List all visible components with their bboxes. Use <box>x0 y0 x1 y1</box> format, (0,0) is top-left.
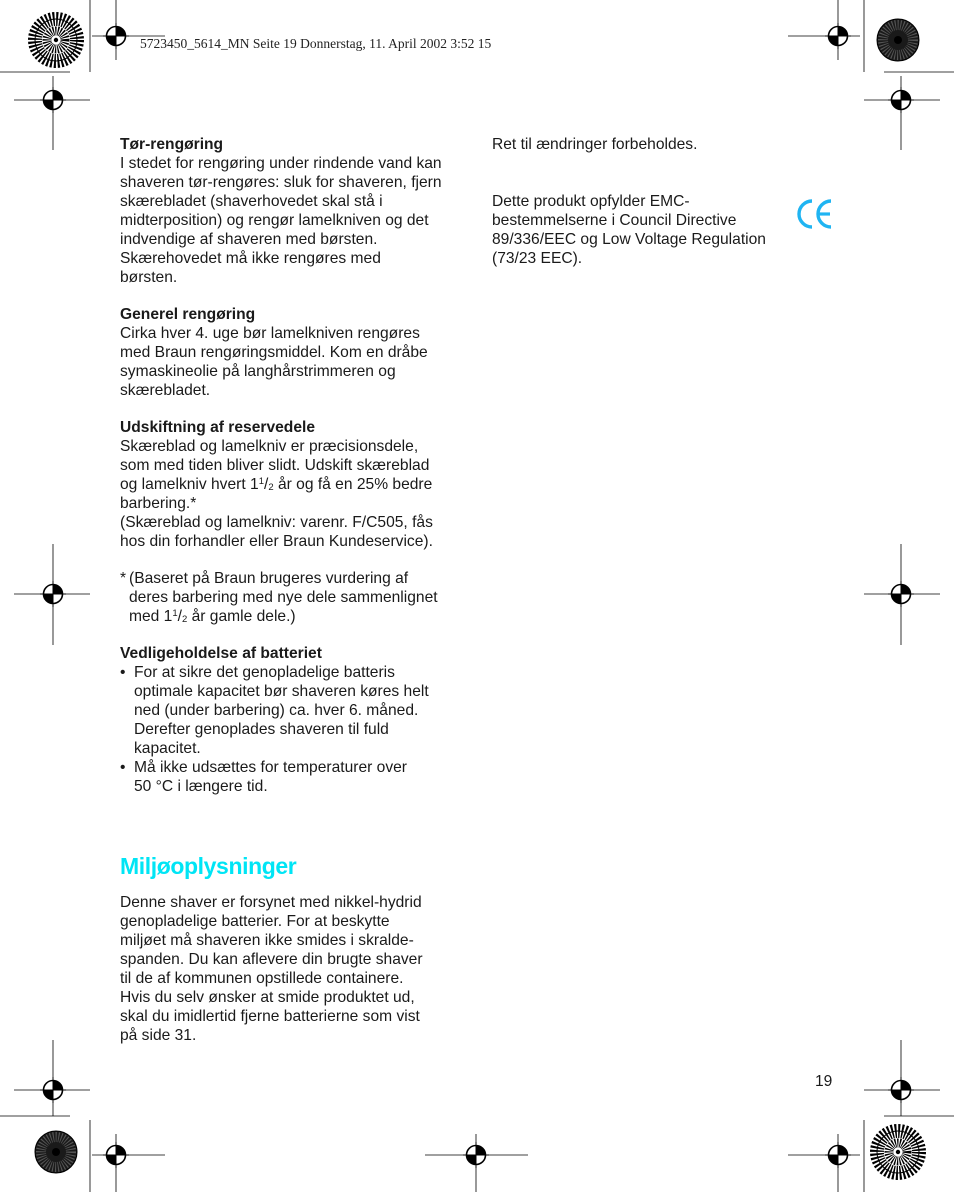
environment-line: genopladelige batterier. For at beskytte <box>120 913 390 930</box>
dry-cleaning-line: I stedet for rengøring under rindende vand kan <box>120 155 442 172</box>
dry-cleaning-line: børsten. <box>120 269 178 286</box>
parts-line-fraction <box>120 475 465 494</box>
compliance-line: 89/336/EEC og Low Voltage Regulation <box>492 231 766 248</box>
bullet-line: Derefter genoplades shaveren til fuld <box>134 721 389 738</box>
general-cleaning-heading: Generel rengøring <box>120 306 256 323</box>
environment-line: miljøet må shaveren ikke smides i skralde- <box>120 932 414 949</box>
general-cleaning-section <box>120 305 465 400</box>
dry-cleaning-line: skærebladet (shaverhovedet skal stå i <box>120 193 383 210</box>
footnote-line-fraction <box>129 607 438 626</box>
footnote <box>120 569 465 626</box>
battery-bullet-list <box>120 663 465 796</box>
bullet-dot: • <box>120 664 126 681</box>
environment-line: Hvis du selv ønsker at smide produktet ud, <box>120 989 415 1006</box>
bullet-text <box>134 758 407 796</box>
left-column <box>120 135 465 1045</box>
fraction-one-half: $^1/_2$ <box>172 608 188 625</box>
footnote-line: deres barbering med nye dele sammenlignet <box>129 589 438 606</box>
bullet-text <box>134 663 429 758</box>
parts-text: og lamelkniv hvert 1 <box>120 476 259 493</box>
general-cleaning-line: symaskineolie på langhårstrimmeren og <box>120 363 396 380</box>
compliance-line: (73/23 EEC). <box>492 250 583 267</box>
dry-cleaning-line: Skærehovedet må ikke rengøres med <box>120 250 381 267</box>
fraction-numerator: 1 <box>258 476 264 487</box>
parts-line: Skæreblad og lamelkniv er præcisionsdele, <box>120 438 419 455</box>
parts-line: hos din forhandler eller Braun Kundeservice). <box>120 533 433 550</box>
environment-line: på side 31. <box>120 1027 197 1044</box>
reservation-note: Ret til ændringer forbeholdes. <box>492 136 698 153</box>
compliance-line: Dette produkt opfylder EMC- <box>492 193 690 210</box>
battery-section <box>120 644 465 796</box>
parts-line: som med tiden bliver slidt. Udskift skæreblad <box>120 457 430 474</box>
general-cleaning-line: Cirka hver 4. uge bør lamelkniven rengøres <box>120 325 420 342</box>
footnote-text-part: med 1 <box>129 608 173 625</box>
parts-replacement-heading: Udskiftning af reservedele <box>120 419 315 436</box>
footnote-text <box>129 569 438 626</box>
environment-body <box>120 893 465 1045</box>
environment-line: spanden. Du kan aflevere din brugte shaver <box>120 951 423 968</box>
list-item <box>120 758 465 796</box>
environment-line: skal du imidlertid fjerne batterierne som vist <box>120 1008 420 1025</box>
environment-title: Miljøoplysninger <box>120 853 297 879</box>
list-item <box>120 663 465 758</box>
bullet-line: optimale kapacitet bør shaveren køres helt <box>134 683 429 700</box>
fraction-numerator: 1 <box>172 608 178 619</box>
bullet-line: ned (under barbering) ca. hver 6. måned. <box>134 702 419 719</box>
bullet-line: Må ikke udsættes for temperaturer over <box>134 759 407 776</box>
footnote-text-part: år gamle dele.) <box>187 608 296 625</box>
bullet-line: kapacitet. <box>134 740 201 757</box>
right-column <box>492 135 792 268</box>
print-slug: 5723450_5614_MN Seite 19 Donnerstag, 11. April 2002 3:52 15 <box>140 36 492 51</box>
page-number: 19 <box>815 1073 833 1090</box>
parts-text: år og få en 25% bedre <box>273 476 433 493</box>
compliance-line: bestemmelserne i Council Directive <box>492 212 737 229</box>
dry-cleaning-line: midterposition) og rengør lamelkniven og det <box>120 212 429 229</box>
bullet-line: 50 °C i længere tid. <box>134 778 268 795</box>
bullet-line: For at sikre det genopladelige batteris <box>134 664 395 681</box>
environment-line: Denne shaver er forsynet med nikkel-hydrid <box>120 894 422 911</box>
fraction-denominator: 2 <box>268 482 274 493</box>
battery-heading: Vedligeholdelse af batteriet <box>120 645 322 662</box>
fraction-one-half: $^1/_2$ <box>258 476 274 493</box>
ce-mark-icon <box>795 196 835 232</box>
dry-cleaning-line: shaveren tør-rengøres: sluk for shaveren, fjern <box>120 174 442 191</box>
footnote-marker: * <box>120 570 127 587</box>
parts-line: barbering.* <box>120 495 197 512</box>
parts-replacement-section <box>120 418 465 551</box>
environment-line: til de af kommunen opstillede containere. <box>120 970 404 987</box>
bullet-dot: • <box>120 759 126 776</box>
footnote-line: (Baseret på Braun brugeres vurdering af <box>129 570 409 587</box>
dry-cleaning-line: indvendige af shaveren med børsten. <box>120 231 378 248</box>
compliance-statement <box>492 192 792 268</box>
dry-cleaning-heading: Tør-rengøring <box>120 136 224 153</box>
dry-cleaning-section <box>120 135 465 287</box>
fraction-denominator: 2 <box>181 614 188 625</box>
parts-line: (Skæreblad og lamelkniv: varenr. F/C505, fås <box>120 514 433 531</box>
general-cleaning-line: skærebladet. <box>120 382 211 399</box>
general-cleaning-line: med Braun rengøringsmiddel. Kom en dråbe <box>120 344 428 361</box>
